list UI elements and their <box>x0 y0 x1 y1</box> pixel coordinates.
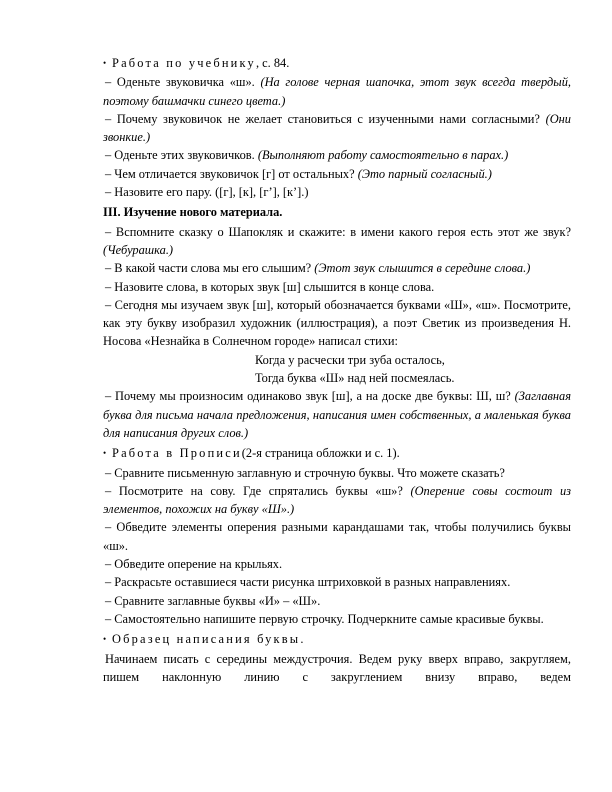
question-text: – Оденьте этих звуковичков. <box>105 148 258 163</box>
paragraph <box>103 73 571 110</box>
section-heading-workbook <box>103 444 571 462</box>
section-heading-letter-sample <box>103 630 571 648</box>
heading-tail: (2-я страница обложки и с. 1). <box>241 446 400 461</box>
paragraph: – Обведите элементы оперения разными карандашами так, чтобы получились буквы «ш». <box>103 520 571 553</box>
answer-text: (Выполняют работу самостоятельно в парах.) <box>257 148 509 163</box>
paragraph: – Сегодня мы изучаем звук [ш], который обозначается буквами «Ш», «ш». Посмотрите, как эту букву изобразил художник (иллюстрация), а поэт Светик из произведения Н. Носова «Незнайка в Солнечном городе» написал стихи: <box>103 297 571 349</box>
question-text: – Почему мы произносим одинаково звук [ш], а на доске две буквы: Ш, ш? <box>105 389 515 404</box>
paragraph <box>103 387 571 442</box>
bullet-icon: • <box>103 448 107 459</box>
paragraph <box>103 259 571 277</box>
bullet-icon: • <box>103 58 107 68</box>
section-heading-new-material: III. Изучение нового материала. <box>103 205 283 220</box>
answer-text: (Этот звук слышится в середине слова.) <box>314 261 531 276</box>
heading-tail: , с. 84. <box>255 56 290 70</box>
paragraph <box>103 146 571 164</box>
answer-text: (Оперение совы состоит из элементов, похожих на букву «Ш».) <box>103 483 571 517</box>
paragraph <box>103 223 571 260</box>
bullet-icon: • <box>103 634 107 645</box>
verse-line: Когда у расчески три зуба осталось, <box>255 352 445 367</box>
question-text: – Вспомните сказку о Шапокляк и скажите: в имени какого героя есть этот же звук? <box>105 224 571 239</box>
paragraph: – Назовите слова, в которых звук [ш] слышится в конце слова. <box>105 279 435 294</box>
answer-text: (Это парный согласный.) <box>357 166 492 181</box>
question-text: – В какой части слова мы его слышим? <box>105 261 315 276</box>
answer-text: (Заглавная буква для письма начала предложения, написания имен собственных, а маленькая буква для написания других слов.) <box>103 389 571 440</box>
paragraph: – Сравните письменную заглавную и строчную буквы. Что можете сказать? <box>105 465 505 480</box>
paragraph: – Самостоятельно напишите первую строчку. Подчеркните самые красивые буквы. <box>105 611 544 626</box>
document-page <box>103 52 571 686</box>
section-heading-textbook <box>103 54 571 72</box>
paragraph: – Раскрасьте оставшиеся части рисунка штриховкой в разных направлениях. <box>105 575 511 590</box>
answer-text: (Чебурашка.) <box>103 242 174 257</box>
question-text: – Чем отличается звуковичок [г] от остальных? <box>105 166 358 181</box>
paragraph: – Назовите его пару. ([г], [к], [г’], [к’].) <box>105 185 309 200</box>
question-text: – Почему звуковичок не желает становиться с изученными нами согласными? <box>105 111 546 126</box>
paragraph <box>103 110 571 147</box>
question-text: – Оденьте звуковичка «ш». <box>105 75 261 90</box>
paragraph: – Сравните заглавные буквы «И» – «Ш». <box>105 593 321 608</box>
paragraph <box>103 482 571 519</box>
paragraph: – Обведите оперение на крыльях. <box>105 557 283 572</box>
question-text: – Посмотрите на сову. Где спрятались буквы «ш»? <box>105 483 411 498</box>
answer-text: (Они звонкие.) <box>103 111 571 145</box>
heading-text: Работа в Прописи <box>112 446 242 461</box>
verse-line: Тогда буква «Ш» над ней посмеялась. <box>255 371 455 386</box>
answer-text: (На голове черная шапочка, этот звук всегда твердый, поэтому башмачки синего цвета.) <box>103 75 571 108</box>
heading-text: Образец написания буквы. <box>112 632 306 647</box>
paragraph: Начинаем писать с середины междустрочия. Ведем руку вверх вправо, закругляем, пишем наклонную линию с закруглением внизу вправо, ведем <box>103 651 571 684</box>
heading-text: Работа по учебнику <box>112 56 256 70</box>
paragraph <box>103 165 571 183</box>
